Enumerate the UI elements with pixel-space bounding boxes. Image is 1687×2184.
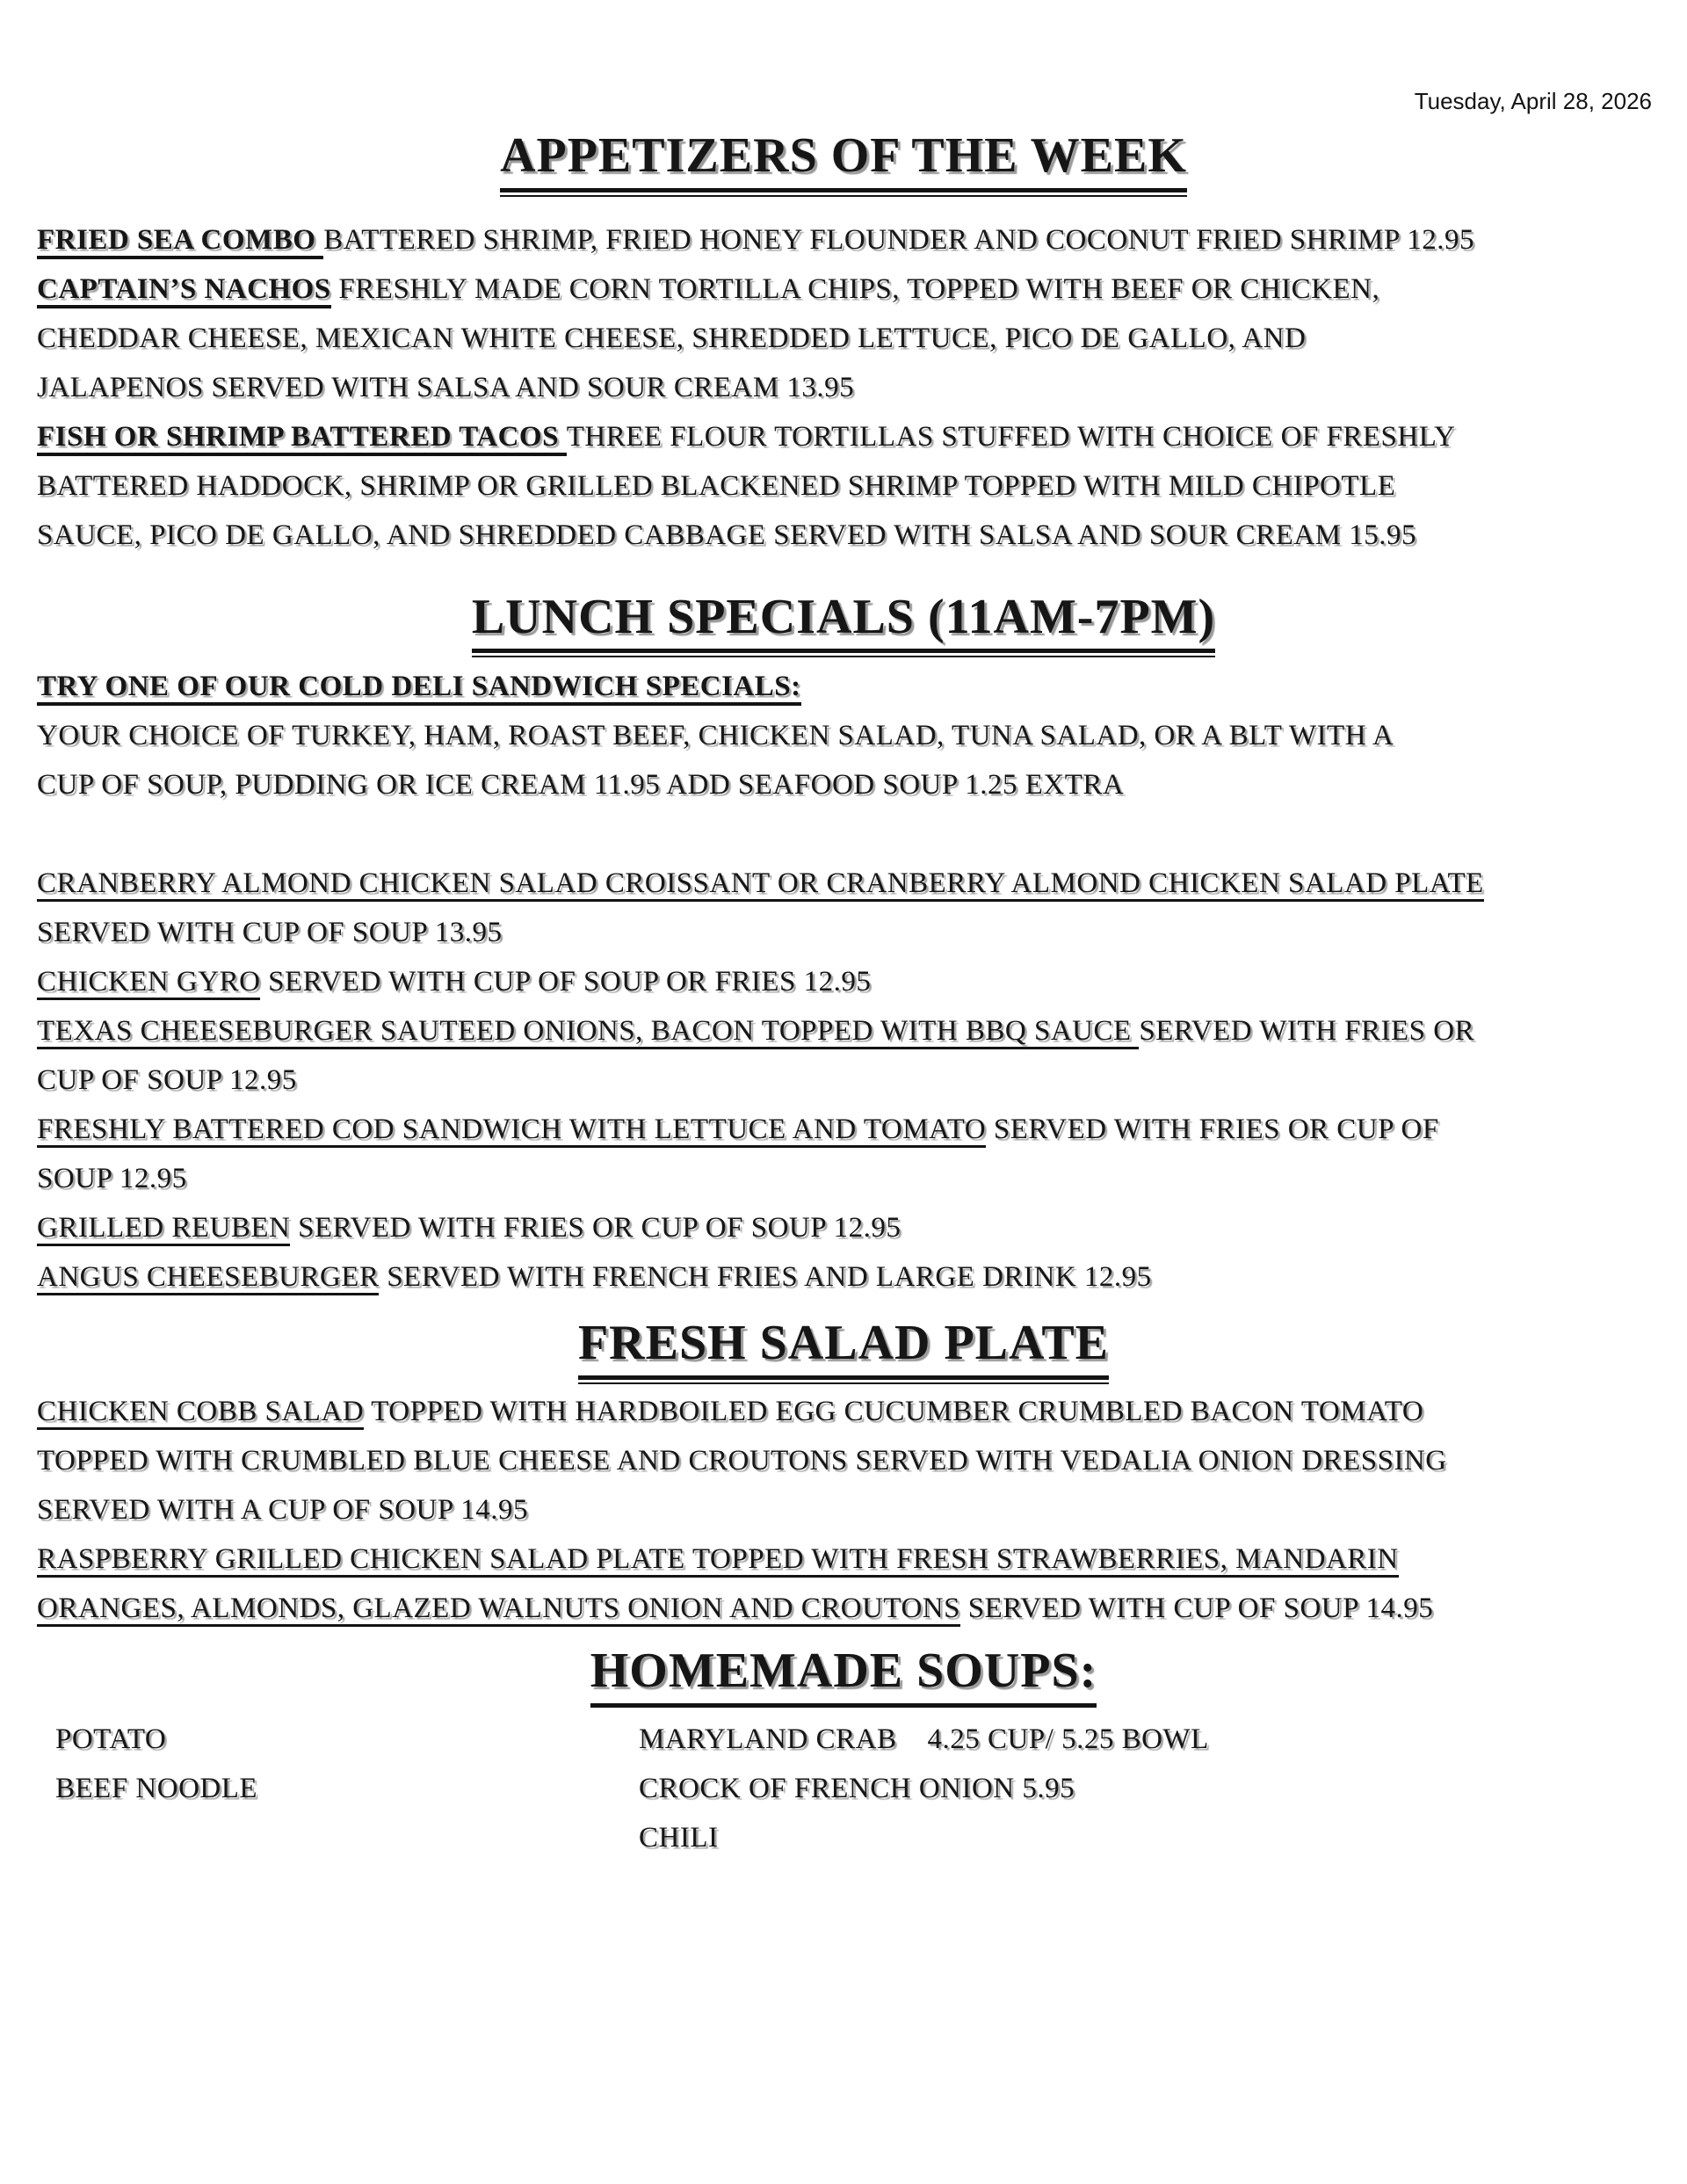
- section-appetizers: [37, 128, 1650, 560]
- menu-text: BATTERED HADDOCK, SHRIMP OR GRILLED BLACKENED SHRIMP TOPPED WITH MILD CHIPOTLE: [37, 469, 1396, 502]
- section-lunch-specials: [37, 590, 1650, 1302]
- menu-text: FRESHLY MADE CORN TORTILLA CHIPS, TOPPED WITH BEEF OR CHICKEN,: [330, 272, 1380, 305]
- menu-item-name: GRILLED REUBEN: [37, 1212, 290, 1246]
- menu-text: CUP OF SOUP, PUDDING OR ICE CREAM 11.95 ADD SEAFOOD SOUP 1.25 EXTRA: [37, 769, 1125, 802]
- menu-line: [37, 1203, 1650, 1252]
- menu-item-name: FRIED SEA COMBO: [37, 224, 323, 259]
- menu-line: [37, 1154, 1650, 1203]
- menu-text: SERVED WITH A CUP OF SOUP 14.95: [37, 1494, 528, 1527]
- menu-item-name: RASPBERRY GRILLED CHICKEN SALAD PLATE TOPPED WITH FRESH STRAWBERRIES, MANDARIN: [37, 1543, 1399, 1578]
- soup-row: [37, 1715, 1650, 1764]
- menu-line: [37, 1387, 1650, 1436]
- menu-line: [37, 760, 1650, 809]
- menu-line: [37, 265, 1650, 314]
- menu-line: [37, 1584, 1650, 1633]
- section-heading-fresh-salad-plate: [37, 1316, 1650, 1380]
- menu-text: SERVED WITH FRIES OR CUP OF: [986, 1114, 1439, 1146]
- menu-date: Tuesday, April 28, 2026: [1414, 88, 1652, 114]
- menu-line: [37, 1006, 1650, 1056]
- menu-body: [37, 128, 1650, 1862]
- soup-name-right: MARYLAND CRAB 4.25 CUP/ 5.25 BOWL: [639, 1723, 1209, 1755]
- menu-line: [37, 859, 1650, 908]
- menu-line: [37, 363, 1650, 412]
- menu-line: [37, 1436, 1650, 1485]
- section-heading-lunch-specials: [37, 590, 1650, 654]
- menu-item-name: FISH OR SHRIMP BATTERED TACOS: [37, 421, 567, 456]
- menu-text: SAUCE, PICO DE GALLO, AND SHREDDED CABBAGE SERVED WITH SALSA AND SOUR CREAM 15.95: [37, 519, 1417, 551]
- menu-text: YOUR CHOICE OF TURKEY, HAM, ROAST BEEF, CHICKEN SALAD, TUNA SALAD, OR A BLT WITH A: [37, 720, 1394, 752]
- menu-line: [37, 711, 1650, 760]
- soup-row: [37, 1764, 1650, 1813]
- menu-item-name: CHICKEN COBB SALAD: [37, 1396, 364, 1430]
- menu-line: [37, 809, 1650, 859]
- menu-text: SERVED WITH FRIES OR: [1139, 1015, 1475, 1048]
- menu-item-name: CAPTAIN’S NACHOS: [37, 273, 331, 308]
- section-title: LUNCH SPECIALS (11AM-7PM): [472, 590, 1215, 654]
- menu-line: [37, 1252, 1650, 1302]
- menu-text: THREE FLOUR TORTILLAS STUFFED WITH CHOICE OF FRESHLY: [566, 420, 1456, 453]
- section-heading-appetizers: [37, 128, 1650, 192]
- menu-text: SERVED WITH CUP OF SOUP OR FRIES 12.95: [260, 966, 872, 998]
- soup-name-left: [37, 1813, 639, 1862]
- menu-item-name: TEXAS CHEESEBURGER SAUTEED ONIONS, BACON TOPPED WITH BBQ SAUCE: [37, 1015, 1139, 1049]
- menu-text: SOUP 12.95: [37, 1163, 187, 1195]
- menu-text: TOPPED WITH HARDBOILED EGG CUCUMBER CRUMBLED BACON TOMATO: [364, 1396, 1424, 1428]
- menu-line: [37, 1535, 1650, 1584]
- menu-text: CHEDDAR CHEESE, MEXICAN WHITE CHEESE, SHREDDED LETTUCE, PICO DE GALLO, AND: [37, 322, 1307, 354]
- section-title: HOMEMADE SOUPS:: [590, 1643, 1097, 1708]
- section-heading-homemade-soups: [37, 1643, 1650, 1708]
- menu-text: BATTERED SHRIMP, FRIED HONEY FLOUNDER AND COCONUT FRIED SHRIMP 12.95: [323, 223, 1474, 256]
- soup-name-left: POTATO: [55, 1723, 167, 1755]
- menu-text: SERVED WITH CUP OF SOUP 13.95: [37, 917, 503, 949]
- menu-item-name: FRESHLY BATTERED COD SANDWICH WITH LETTUCE AND TOMATO: [37, 1114, 986, 1148]
- menu-line: [37, 314, 1650, 363]
- menu-item-name: ORANGES, ALMONDS, GLAZED WALNUTS ONION AND CROUTONS: [37, 1593, 960, 1627]
- menu-text: SERVED WITH FRIES OR CUP OF SOUP 12.95: [290, 1212, 901, 1244]
- menu-text: SERVED WITH CUP OF SOUP 14.95: [959, 1593, 1434, 1625]
- menu-line: [37, 1485, 1650, 1535]
- section-homemade-soups: [37, 1643, 1650, 1862]
- menu-line: [37, 908, 1650, 957]
- menu-item-name: TRY ONE OF OUR COLD DELI SANDWICH SPECIALS:: [37, 671, 801, 706]
- soup-row: [37, 1813, 1650, 1862]
- menu-text: CUP OF SOUP 12.95: [37, 1064, 297, 1097]
- soup-name-left: BEEF NOODLE: [55, 1772, 258, 1804]
- menu-item-name: CRANBERRY ALMOND CHICKEN SALAD CROISSANT OR CRANBERRY ALMOND CHICKEN SALAD PLATE: [37, 867, 1484, 902]
- menu-line: [37, 461, 1650, 511]
- menu-text: JALAPENOS SERVED WITH SALSA AND SOUR CREAM 13.95: [37, 371, 855, 403]
- menu-item-name: ANGUS CHEESEBURGER: [37, 1261, 379, 1295]
- soup-name-right: CHILI: [639, 1821, 719, 1854]
- menu-line: [37, 662, 1650, 711]
- section-title: FRESH SALAD PLATE: [578, 1316, 1109, 1380]
- menu-line: [37, 1056, 1650, 1105]
- menu-text: TOPPED WITH CRUMBLED BLUE CHEESE AND CROUTONS SERVED WITH VEDALIA ONION DRESSING: [37, 1445, 1447, 1477]
- menu-line: [37, 215, 1650, 265]
- menu-line: [37, 1105, 1650, 1154]
- menu-line: [37, 957, 1650, 1006]
- section-title: APPETIZERS OF THE WEEK: [500, 128, 1187, 192]
- menu-item-name: CHICKEN GYRO: [37, 966, 260, 1000]
- section-fresh-salad-plate: [37, 1316, 1650, 1633]
- menu-text: SERVED WITH FRENCH FRIES AND LARGE DRINK 12.95: [379, 1261, 1152, 1294]
- menu-line: [37, 412, 1650, 461]
- menu-line: [37, 511, 1650, 560]
- soup-name-right: CROCK OF FRENCH ONION 5.95: [639, 1772, 1075, 1804]
